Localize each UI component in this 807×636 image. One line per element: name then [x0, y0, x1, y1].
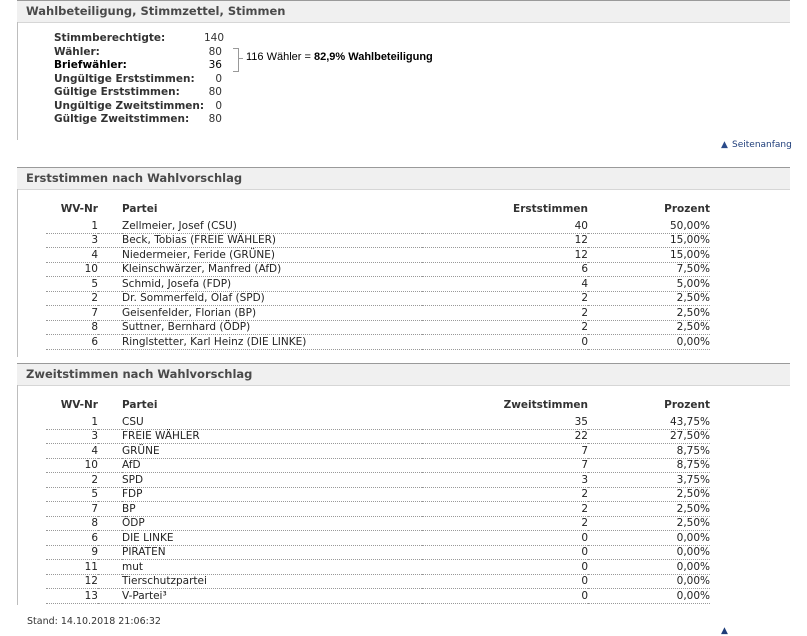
- cell-party: mut: [122, 560, 422, 575]
- col-header-pct: Prozent: [664, 203, 710, 215]
- brace-bracket: [233, 48, 239, 72]
- cell-spacer: [98, 487, 122, 502]
- table-row: [46, 335, 710, 350]
- cell-pct: 15,00%: [588, 248, 710, 263]
- stat-value: 80: [208, 45, 222, 58]
- cell-party: Beck, Tobias (FREIE WÄHLER): [122, 233, 422, 248]
- back-to-top-link-bottom[interactable]: [721, 626, 728, 636]
- cell-spacer: [98, 248, 122, 263]
- table-header-row: [46, 399, 710, 415]
- cell-nr: 6: [46, 335, 98, 350]
- stat-label: Ungültige Zweitstimmen:: [54, 99, 205, 112]
- col-header-party: Partei: [122, 203, 158, 215]
- col-header-pct: Prozent: [664, 399, 710, 411]
- cell-votes: 0: [422, 560, 588, 575]
- table-row: [46, 502, 710, 517]
- cell-spacer: [98, 444, 122, 459]
- cell-party: AfD: [122, 458, 422, 473]
- col-header-party: Partei: [122, 399, 158, 411]
- cell-nr: 5: [46, 277, 98, 292]
- zweitstimmen-section-header: [17, 363, 790, 386]
- cell-party: DIE LINKE: [122, 531, 422, 546]
- cell-nr: 1: [46, 219, 98, 233]
- summary-section-title: Wahlbeteiligung, Stimmzettel, Stimmen: [26, 4, 286, 18]
- cell-spacer: [98, 306, 122, 321]
- cell-pct: 27,50%: [588, 429, 710, 444]
- stat-label: Gültige Erststimmen:: [54, 86, 180, 98]
- cell-party: Ringlstetter, Karl Heinz (DIE LINKE): [122, 335, 422, 350]
- cell-spacer: [98, 473, 122, 488]
- cell-nr: 6: [46, 531, 98, 546]
- cell-nr: 2: [46, 473, 98, 488]
- cell-spacer: [98, 233, 122, 248]
- cell-nr: 12: [46, 574, 98, 589]
- cell-pct: 0,00%: [588, 589, 710, 604]
- zweitstimmen-section-title: Zweitstimmen nach Wahlvorschlag: [26, 367, 253, 381]
- cell-pct: 2,50%: [588, 487, 710, 502]
- stat-value: 80: [208, 113, 222, 125]
- cell-pct: 2,50%: [588, 502, 710, 517]
- cell-party: Geisenfelder, Florian (BP): [122, 306, 422, 321]
- cell-party: SPD: [122, 473, 422, 488]
- cell-pct: 5,00%: [588, 277, 710, 292]
- cell-pct: 8,75%: [588, 458, 710, 473]
- cell-votes: 4: [422, 277, 588, 292]
- cell-pct: 2,50%: [588, 516, 710, 531]
- table-row: [46, 306, 710, 321]
- cell-spacer: [98, 589, 122, 604]
- cell-votes: 40: [422, 219, 588, 233]
- cell-pct: 2,50%: [588, 320, 710, 335]
- cell-party: ÖDP: [122, 516, 422, 531]
- cell-nr: 8: [46, 320, 98, 335]
- cell-spacer: [98, 574, 122, 589]
- cell-spacer: [98, 335, 122, 350]
- cell-votes: 7: [422, 458, 588, 473]
- cell-pct: 0,00%: [588, 531, 710, 546]
- table-row: [46, 458, 710, 473]
- cell-votes: 7: [422, 444, 588, 459]
- cell-votes: 2: [422, 502, 588, 517]
- cell-votes: 0: [422, 545, 588, 560]
- back-to-top-label: Seitenanfang: [732, 140, 792, 150]
- brace-tick: [239, 58, 243, 59]
- stat-value: 0: [215, 99, 222, 112]
- col-header-votes: Zweitstimmen: [503, 399, 588, 411]
- cell-spacer: [98, 516, 122, 531]
- cell-pct: 8,75%: [588, 444, 710, 459]
- cell-spacer: [98, 458, 122, 473]
- cell-nr: 3: [46, 429, 98, 444]
- cell-votes: 0: [422, 589, 588, 604]
- erststimmen-table: [46, 203, 710, 350]
- cell-votes: 12: [422, 248, 588, 263]
- cell-pct: 2,50%: [588, 306, 710, 321]
- col-header-nr: WV-Nr: [60, 203, 98, 215]
- cell-nr: 5: [46, 487, 98, 502]
- cell-party: FREIE WÄHLER: [122, 429, 422, 444]
- cell-party: PIRATEN: [122, 545, 422, 560]
- cell-pct: 0,00%: [588, 560, 710, 575]
- cell-nr: 11: [46, 560, 98, 575]
- cell-party: Tierschutzpartei: [122, 574, 422, 589]
- erststimmen-left-border: [17, 189, 18, 357]
- cell-spacer: [98, 560, 122, 575]
- cell-spacer: [98, 415, 122, 429]
- cell-nr: 7: [46, 502, 98, 517]
- cell-votes: 2: [422, 306, 588, 321]
- arrow-up-icon: ▲: [721, 626, 728, 636]
- cell-pct: 15,00%: [588, 233, 710, 248]
- cell-pct: 43,75%: [588, 415, 710, 429]
- zweitstimmen-left-border: [17, 385, 18, 605]
- cell-party: Dr. Sommerfeld, Olaf (SPD): [122, 291, 422, 306]
- stat-label: Stimmberechtigte:: [54, 32, 166, 44]
- cell-votes: 12: [422, 233, 588, 248]
- stat-label: Gültige Zweitstimmen:: [54, 113, 190, 125]
- table-row: [46, 262, 710, 277]
- cell-votes: 22: [422, 429, 588, 444]
- col-spacer: [98, 399, 122, 415]
- table-row: [46, 277, 710, 292]
- cell-spacer: [98, 277, 122, 292]
- cell-spacer: [98, 545, 122, 560]
- cell-votes: 6: [422, 262, 588, 277]
- table-row: [46, 545, 710, 560]
- cell-party: Suttner, Bernhard (ÖDP): [122, 320, 422, 335]
- cell-party: FDP: [122, 487, 422, 502]
- stat-value: 0: [215, 72, 222, 85]
- cell-votes: 3: [422, 473, 588, 488]
- cell-votes: 0: [422, 531, 588, 546]
- cell-spacer: [98, 219, 122, 233]
- summary-left-border: [17, 22, 18, 140]
- cell-votes: 35: [422, 415, 588, 429]
- stat-value: 80: [208, 86, 222, 98]
- cell-nr: 4: [46, 444, 98, 459]
- cell-spacer: [98, 262, 122, 277]
- turnout-note: [246, 51, 433, 63]
- table-row: [46, 560, 710, 575]
- cell-pct: 50,00%: [588, 219, 710, 233]
- stat-value: 140: [204, 32, 225, 44]
- erststimmen-section-title: Erststimmen nach Wahlvorschlag: [26, 171, 243, 185]
- cell-pct: 2,50%: [588, 291, 710, 306]
- table-row: [46, 487, 710, 502]
- summary-section-header: [17, 0, 790, 23]
- stat-label: Wähler:: [54, 45, 100, 58]
- cell-spacer: [98, 320, 122, 335]
- cell-nr: 9: [46, 545, 98, 560]
- cell-nr: 1: [46, 415, 98, 429]
- cell-nr: 3: [46, 233, 98, 248]
- cell-party: V-Partei³: [122, 589, 422, 604]
- cell-pct: 3,75%: [588, 473, 710, 488]
- table-row: [46, 574, 710, 589]
- cell-pct: 0,00%: [588, 335, 710, 350]
- cell-nr: 8: [46, 516, 98, 531]
- cell-votes: 2: [422, 516, 588, 531]
- table-row: [46, 233, 710, 248]
- cell-nr: 4: [46, 248, 98, 263]
- turnout-value: 82,9% Wahlbeteiligung: [313, 51, 433, 63]
- arrow-up-icon: ▲: [721, 140, 728, 150]
- cell-nr: 7: [46, 306, 98, 321]
- turnout-prefix: 116 Wähler =: [246, 51, 314, 63]
- table-row: [46, 473, 710, 488]
- cell-party: GRÜNE: [122, 444, 422, 459]
- cell-party: Schmid, Josefa (FDP): [122, 277, 422, 292]
- zweitstimmen-table: [46, 399, 710, 604]
- cell-nr: 13: [46, 589, 98, 604]
- cell-votes: 2: [422, 320, 588, 335]
- cell-nr: 2: [46, 291, 98, 306]
- cell-party: Zellmeier, Josef (CSU): [122, 219, 422, 233]
- cell-votes: 0: [422, 335, 588, 350]
- col-header-nr: WV-Nr: [60, 399, 98, 411]
- table-row: [46, 444, 710, 459]
- cell-votes: 2: [422, 291, 588, 306]
- cell-pct: 0,00%: [588, 574, 710, 589]
- stat-label: Briefwähler:: [54, 59, 127, 71]
- timestamp: Stand: 14.10.2018 21:06:32: [27, 616, 161, 627]
- cell-spacer: [98, 291, 122, 306]
- table-row: [46, 248, 710, 263]
- table-header-row: [46, 203, 710, 219]
- cell-party: BP: [122, 502, 422, 517]
- cell-votes: 0: [422, 574, 588, 589]
- table-row: [46, 320, 710, 335]
- cell-spacer: [98, 502, 122, 517]
- back-to-top-link[interactable]: [721, 140, 792, 150]
- cell-votes: 2: [422, 487, 588, 502]
- table-row: [46, 589, 710, 604]
- cell-party: CSU: [122, 415, 422, 429]
- col-spacer: [98, 203, 122, 219]
- cell-nr: 10: [46, 458, 98, 473]
- stat-label: Ungültige Erststimmen:: [54, 72, 195, 85]
- cell-pct: 7,50%: [588, 262, 710, 277]
- table-row: [46, 415, 710, 429]
- cell-spacer: [98, 531, 122, 546]
- cell-pct: 0,00%: [588, 545, 710, 560]
- table-row: [46, 219, 710, 233]
- cell-party: Kleinschwärzer, Manfred (AfD): [122, 262, 422, 277]
- table-row: [46, 531, 710, 546]
- col-header-votes: Erststimmen: [513, 203, 588, 215]
- cell-nr: 10: [46, 262, 98, 277]
- cell-party: Niedermeier, Feride (GRÜNE): [122, 248, 422, 263]
- table-row: [46, 516, 710, 531]
- table-row: [46, 291, 710, 306]
- erststimmen-section-header: [17, 167, 790, 190]
- stat-value: 36: [208, 59, 222, 71]
- cell-spacer: [98, 429, 122, 444]
- table-row: [46, 429, 710, 444]
